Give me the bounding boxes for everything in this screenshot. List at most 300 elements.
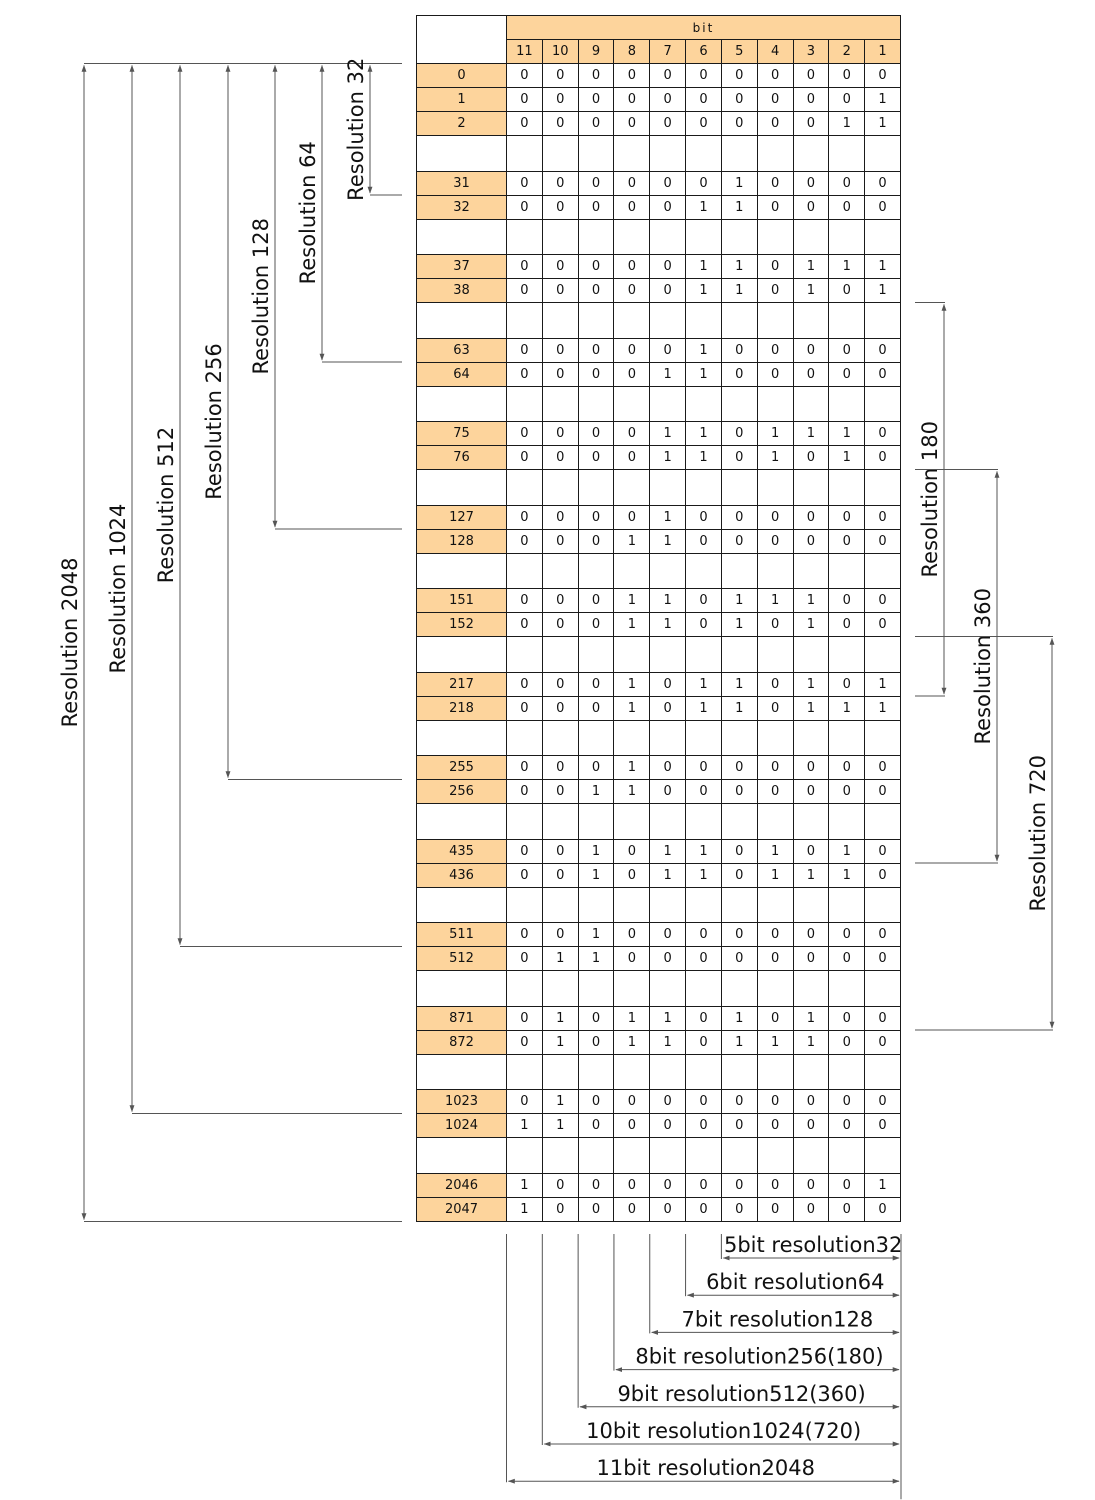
right-resolution-label: Resolution 360 [971,588,995,745]
bit-cell: 0 [721,446,757,470]
bit-cell: 0 [757,1173,793,1197]
row-value-label: 38 [417,279,507,303]
bit-cell: 0 [578,1197,614,1221]
bit-cell: 0 [721,505,757,529]
bit-cell: 0 [614,1197,650,1221]
bit-cell: 0 [721,529,757,553]
bit-cell: 0 [686,171,722,195]
bit-cell: 0 [757,338,793,362]
bit-cell: 0 [686,1114,722,1138]
bit-cell: 1 [542,947,578,971]
bit-cell: 1 [829,863,865,887]
row-value-label: 128 [417,529,507,553]
left-resolution-label: Resolution 64 [296,141,320,285]
bit-cell: 1 [650,1030,686,1054]
bottom-bit-annotations [507,1233,903,1499]
bit-cell: 0 [650,338,686,362]
bit-cell: 0 [686,505,722,529]
row-value-label: 32 [417,195,507,219]
bit-cell: 0 [542,1173,578,1197]
bit-cell: 0 [865,780,901,804]
bit-cell: 1 [721,255,757,279]
row-value-label: 1024 [417,1114,507,1138]
row-value-label: 256 [417,780,507,804]
bit-cell: 1 [650,529,686,553]
bit-cell: 0 [721,923,757,947]
bit-cell: 0 [507,863,543,887]
left-resolution-label: Resolution 128 [249,218,273,375]
bit-cell: 0 [721,839,757,863]
bit-cell: 0 [507,195,543,219]
bit-cell: 0 [721,112,757,136]
bit-cell: 0 [829,64,865,88]
row-value-label: 511 [417,923,507,947]
bit-cell: 1 [614,589,650,613]
bit-cell: 0 [542,839,578,863]
bit-cell: 0 [507,112,543,136]
bit-cell: 0 [507,923,543,947]
bit-cell: 0 [614,839,650,863]
bit-cell: 1 [757,446,793,470]
bit-cell: 1 [829,422,865,446]
bit-cell: 0 [865,923,901,947]
bit-cell: 0 [542,88,578,112]
bit-cell: 0 [578,422,614,446]
bit-cell: 0 [829,923,865,947]
bit-cell: 1 [686,255,722,279]
bit-cell: 0 [686,1006,722,1030]
bit-cell: 0 [757,279,793,303]
bit-cell: 1 [793,1006,829,1030]
bit-cell: 0 [829,1030,865,1054]
bit-cell: 1 [793,589,829,613]
bit-cell: 0 [578,1114,614,1138]
bit-cell: 1 [757,839,793,863]
bit-cell: 0 [507,696,543,720]
bit-cell: 1 [650,422,686,446]
bit-cell: 0 [829,1006,865,1030]
bit-cell: 1 [829,112,865,136]
row-value-label: 0 [417,64,507,88]
row-value-label: 1 [417,88,507,112]
bit-column-header: 3 [793,40,829,64]
row-value-label: 436 [417,863,507,887]
bit-cell: 0 [829,1114,865,1138]
row-value-label: 152 [417,613,507,637]
row-value-label: 871 [417,1006,507,1030]
bit-cell: 0 [578,338,614,362]
bit-cell: 0 [757,1006,793,1030]
bit-cell: 0 [793,780,829,804]
bit-cell: 0 [542,362,578,386]
bit-cell: 0 [614,279,650,303]
right-resolution-annotations [915,303,1053,1031]
bit-column-header: 5 [721,40,757,64]
bit-cell: 1 [721,696,757,720]
bit-cell: 0 [793,362,829,386]
bit-cell: 0 [578,64,614,88]
row-value-label: 218 [417,696,507,720]
bit-cell: 0 [614,1090,650,1114]
row-value-label: 435 [417,839,507,863]
bit-cell: 0 [829,672,865,696]
bit-cell: 0 [507,255,543,279]
bit-cell: 0 [686,64,722,88]
bit-cell: 0 [829,780,865,804]
bit-cell: 0 [829,338,865,362]
row-value-label: 31 [417,171,507,195]
bit-cell: 1 [793,696,829,720]
bit-cell: 1 [865,255,901,279]
bottom-bit-resolution-label: 7bit resolution128 [681,1307,874,1332]
bit-cell: 1 [650,839,686,863]
bit-cell: 0 [829,613,865,637]
bit-cell: 0 [793,446,829,470]
row-value-label: 217 [417,672,507,696]
row-value-label: 1023 [417,1090,507,1114]
bit-cell: 0 [650,1090,686,1114]
bit-cell: 0 [865,1006,901,1030]
bit-cell: 0 [865,338,901,362]
bit-cell: 1 [829,446,865,470]
bit-cell: 0 [721,422,757,446]
bit-cell: 0 [650,112,686,136]
bit-cell: 0 [578,362,614,386]
row-value-label: 872 [417,1030,507,1054]
bit-cell: 0 [829,88,865,112]
bit-cell: 0 [721,756,757,780]
bit-cell: 0 [793,171,829,195]
bit-cell: 0 [578,171,614,195]
bit-cell: 0 [542,338,578,362]
bit-cell: 0 [757,64,793,88]
bit-cell: 1 [686,863,722,887]
bit-cell: 0 [614,505,650,529]
bit-cell: 0 [721,362,757,386]
bit-cell: 0 [793,529,829,553]
bit-cell: 0 [757,756,793,780]
bit-cell: 0 [865,529,901,553]
bit-cell: 0 [757,362,793,386]
bottom-bit-resolution-label: 8bit resolution256(180) [635,1344,884,1369]
bit-cell: 1 [721,279,757,303]
bit-cell: 0 [507,1030,543,1054]
bit-cell: 0 [721,947,757,971]
bit-cell: 0 [829,279,865,303]
bit-cell: 1 [793,422,829,446]
bit-cell: 0 [614,255,650,279]
bit-cell: 0 [507,505,543,529]
bit-cell: 0 [865,1114,901,1138]
bit-cell: 1 [721,171,757,195]
right-resolution-label: Resolution 180 [918,421,942,578]
bit-cell: 1 [650,446,686,470]
bit-cell: 0 [686,923,722,947]
bit-cell: 0 [721,1114,757,1138]
left-resolution-label: Resolution 256 [202,343,226,500]
bit-cell: 1 [542,1090,578,1114]
bit-cell: 1 [650,589,686,613]
bit-cell: 0 [507,64,543,88]
bit-cell: 1 [793,255,829,279]
bit-cell: 0 [686,756,722,780]
left-resolution-label: Resolution 32 [344,57,368,201]
row-value-label: 2046 [417,1173,507,1197]
bit-cell: 0 [578,696,614,720]
bit-cell: 0 [542,529,578,553]
row-value-label: 76 [417,446,507,470]
bit-cell: 1 [793,672,829,696]
bit-cell: 0 [507,171,543,195]
bit-cell: 0 [757,613,793,637]
bit-cell: 0 [614,338,650,362]
bit-column-header: 4 [757,40,793,64]
bit-cell: 0 [757,171,793,195]
bit-cell: 0 [507,756,543,780]
bit-column-header: 7 [650,40,686,64]
bit-cell: 0 [865,756,901,780]
bit-cell: 1 [507,1173,543,1197]
bit-cell: 0 [614,947,650,971]
bit-cell: 1 [793,613,829,637]
bit-cell: 0 [721,780,757,804]
bit-cell: 0 [721,64,757,88]
bottom-bit-resolution-label: 10bit resolution1024(720) [586,1419,862,1443]
bit-cell: 0 [757,195,793,219]
bit-cell: 1 [686,195,722,219]
bit-cell: 0 [865,863,901,887]
bit-cell: 0 [542,422,578,446]
bit-cell: 0 [757,88,793,112]
bit-cell: 0 [650,195,686,219]
right-resolution-label: Resolution 720 [1026,755,1050,912]
bit-cell: 0 [578,672,614,696]
bit-cell: 0 [578,1006,614,1030]
bit-cell: 0 [578,613,614,637]
bit-cell: 0 [650,1114,686,1138]
row-value-label: 127 [417,505,507,529]
bit-cell: 0 [578,279,614,303]
row-value-label: 151 [417,589,507,613]
bit-header-title: bit [507,16,901,40]
bit-cell: 0 [793,1090,829,1114]
bit-cell: 0 [757,947,793,971]
bit-cell: 0 [507,529,543,553]
bit-column-header: 2 [829,40,865,64]
bit-cell: 1 [757,589,793,613]
bit-cell: 0 [757,529,793,553]
bit-cell: 0 [614,88,650,112]
bit-cell: 0 [686,1197,722,1221]
bit-cell: 0 [829,529,865,553]
bit-cell: 0 [721,1197,757,1221]
bit-cell: 0 [507,947,543,971]
bit-cell: 0 [542,195,578,219]
bit-cell: 0 [542,613,578,637]
bit-cell: 1 [614,613,650,637]
bit-cell: 1 [829,839,865,863]
bit-cell: 1 [542,1030,578,1054]
bit-cell: 0 [721,863,757,887]
bit-cell: 1 [721,195,757,219]
bit-cell: 0 [614,446,650,470]
bit-cell: 1 [578,780,614,804]
bit-cell: 0 [614,1114,650,1138]
bit-cell: 0 [542,64,578,88]
bit-cell: 0 [757,696,793,720]
bit-cell: 0 [757,1114,793,1138]
bottom-bit-resolution-label: 9bit resolution512(360) [617,1381,866,1406]
bit-cell: 0 [650,1173,686,1197]
bit-cell: 1 [578,863,614,887]
bit-cell: 1 [721,613,757,637]
bit-cell: 1 [686,362,722,386]
bit-cell: 0 [757,505,793,529]
bit-cell: 0 [578,1030,614,1054]
bit-cell: 0 [686,780,722,804]
bit-cell: 0 [578,195,614,219]
bit-cell: 0 [507,362,543,386]
bit-cell: 0 [650,780,686,804]
bit-cell: 1 [686,672,722,696]
bit-cell: 1 [686,696,722,720]
bit-cell: 0 [793,756,829,780]
bit-cell: 0 [757,672,793,696]
bit-cell: 0 [829,171,865,195]
bit-cell: 1 [865,672,901,696]
bit-cell: 1 [686,422,722,446]
bit-cell: 1 [650,362,686,386]
bit-cell: 1 [507,1114,543,1138]
bit-cell: 1 [614,1030,650,1054]
bit-cell: 1 [650,505,686,529]
bit-cell: 0 [650,255,686,279]
row-value-label: 63 [417,338,507,362]
bit-cell: 0 [578,446,614,470]
bit-cell: 0 [686,947,722,971]
bit-cell: 0 [650,947,686,971]
bit-cell: 0 [650,279,686,303]
bit-cell: 0 [757,923,793,947]
bit-cell: 0 [542,780,578,804]
bit-cell: 0 [793,505,829,529]
bit-cell: 0 [578,505,614,529]
bit-cell: 0 [686,613,722,637]
bit-cell: 0 [865,195,901,219]
bit-cell: 0 [542,505,578,529]
bit-cell: 1 [686,446,722,470]
bit-cell: 0 [757,112,793,136]
bit-cell: 1 [865,279,901,303]
bit-cell: 1 [650,1006,686,1030]
bit-cell: 0 [614,422,650,446]
left-resolution-annotations [58,58,402,1222]
bit-cell: 0 [829,1197,865,1221]
bit-cell: 0 [650,1197,686,1221]
bit-cell: 0 [542,923,578,947]
bit-cell: 0 [686,1090,722,1114]
bit-cell: 0 [686,88,722,112]
bit-cell: 0 [507,1090,543,1114]
bit-cell: 0 [829,589,865,613]
bit-cell: 0 [865,947,901,971]
bit-cell: 0 [650,923,686,947]
bit-cell: 0 [865,422,901,446]
bit-cell: 0 [507,613,543,637]
bit-column-header: 1 [865,40,901,64]
bit-cell: 1 [614,780,650,804]
bit-cell: 0 [614,112,650,136]
bit-cell: 0 [865,362,901,386]
bit-cell: 1 [578,947,614,971]
bit-cell: 0 [829,947,865,971]
left-resolution-label: Resolution 512 [154,426,178,584]
bit-cell: 1 [614,1006,650,1030]
bit-cell: 0 [865,839,901,863]
bit-cell: 0 [578,88,614,112]
bit-cell: 0 [757,1197,793,1221]
bit-cell: 0 [757,780,793,804]
bit-cell: 0 [865,613,901,637]
bit-column-header: 10 [542,40,578,64]
bit-cell: 1 [757,1030,793,1054]
bit-column-header: 6 [686,40,722,64]
bit-cell: 0 [614,195,650,219]
bit-cell: 0 [686,529,722,553]
bit-cell: 1 [793,1030,829,1054]
bit-cell: 0 [793,1173,829,1197]
bit-cell: 0 [507,1006,543,1030]
bottom-bit-resolution-label: 6bit resolution64 [706,1270,885,1295]
bit-cell: 0 [507,422,543,446]
bit-cell: 0 [793,1114,829,1138]
bit-cell: 1 [686,839,722,863]
bit-cell: 0 [542,255,578,279]
bit-cell: 0 [578,529,614,553]
bit-cell: 0 [865,64,901,88]
bit-cell: 0 [578,112,614,136]
bit-cell: 1 [614,696,650,720]
bit-cell: 0 [542,696,578,720]
bit-cell: 0 [542,863,578,887]
bit-column-header: 8 [614,40,650,64]
bit-cell: 0 [793,1197,829,1221]
bit-cell: 0 [793,64,829,88]
bit-cell: 1 [721,672,757,696]
bit-cell: 0 [829,505,865,529]
bit-cell: 1 [865,1173,901,1197]
bit-cell: 0 [757,255,793,279]
row-value-label: 75 [417,422,507,446]
bit-cell: 0 [793,112,829,136]
bit-cell: 0 [865,171,901,195]
bottom-bit-resolution-label: 11bit resolution2048 [596,1456,815,1481]
bit-cell: 0 [542,446,578,470]
bit-cell: 0 [829,1090,865,1114]
bit-cell: 0 [578,1090,614,1114]
bit-cell: 0 [829,756,865,780]
bit-cell: 0 [507,279,543,303]
bit-cell: 1 [721,589,757,613]
bit-cell: 0 [578,756,614,780]
bit-cell: 0 [614,64,650,88]
bit-cell: 0 [614,863,650,887]
bit-cell: 0 [865,1090,901,1114]
bit-cell: 0 [650,696,686,720]
bit-cell: 0 [542,1197,578,1221]
bit-cell: 0 [829,195,865,219]
bit-cell: 0 [721,88,757,112]
